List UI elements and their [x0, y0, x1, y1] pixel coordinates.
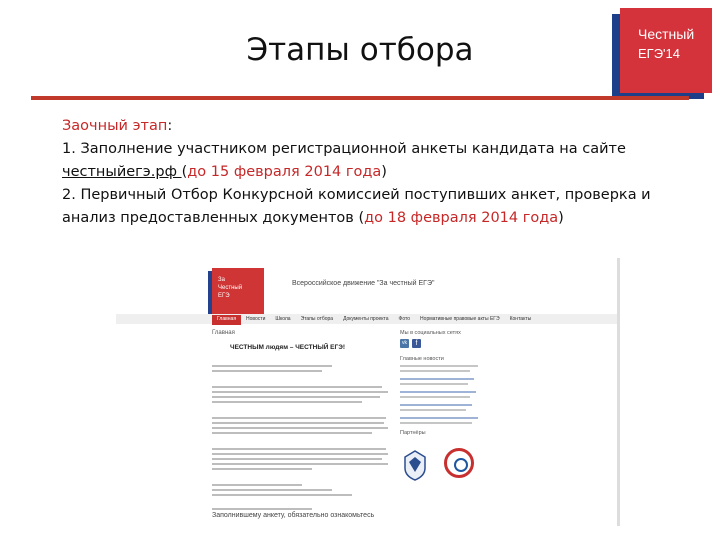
site-main-column	[212, 330, 392, 513]
item1-text: 1. Заполнение участником регистрационной анкеты кандидата на сайте	[62, 141, 626, 157]
text-line	[212, 401, 362, 403]
text-line	[212, 422, 384, 424]
honest-ege-logo	[620, 8, 712, 93]
site-breadcrumb: Главная	[212, 330, 235, 336]
item2-deadline: до 18 февраля 2014 года	[364, 210, 559, 226]
text-line	[212, 417, 386, 419]
partner-orb-icon[interactable]	[444, 448, 474, 478]
rosobrnadzor-emblem-icon[interactable]	[400, 448, 430, 482]
news-line	[400, 396, 470, 398]
facebook-icon[interactable]: f	[412, 339, 421, 348]
text-line	[212, 508, 312, 510]
news-link-line[interactable]	[400, 378, 474, 380]
site-nav-item[interactable]: Школа	[275, 316, 291, 322]
text-line	[212, 463, 388, 465]
text-line	[212, 432, 372, 434]
text-line	[212, 370, 322, 372]
news-link-line[interactable]	[400, 391, 476, 393]
site-link[interactable]: честныйегэ.рф	[62, 164, 182, 180]
item1-paren-open: (	[181, 164, 188, 180]
site-logo	[212, 268, 264, 318]
site-header-text: Всероссийское движение "За честный ЕГЭ"	[292, 280, 435, 287]
site-nav-item[interactable]: Фото	[398, 316, 411, 322]
site-nav-item[interactable]: Контакты	[509, 316, 532, 322]
text-line	[212, 468, 312, 470]
news-link-line[interactable]	[400, 417, 478, 419]
slide-title: Этапы отбора	[246, 32, 474, 68]
site-logo-line: За	[218, 277, 225, 283]
site-sidebar	[400, 330, 484, 482]
site-nav-item[interactable]: Документы проекта	[343, 316, 389, 322]
partner-logos	[400, 448, 484, 482]
text-line	[212, 448, 386, 450]
text-line	[212, 386, 382, 388]
partners-title: Партнёры	[400, 430, 426, 436]
title-divider	[31, 96, 689, 100]
text-line	[212, 365, 332, 367]
site-banner-title: ЧЕСТНЫМ людям – ЧЕСТНЫЙ ЕГЭ!	[230, 344, 345, 351]
news-title: Главные новости	[400, 356, 444, 362]
site-logo-line: ЕГЭ	[218, 293, 230, 299]
screenshot-scrollbar[interactable]	[617, 258, 620, 526]
text-line	[212, 458, 382, 460]
text-line	[212, 453, 388, 455]
site-nav	[212, 315, 536, 325]
item1-deadline: до 15 февраля 2014 года	[187, 164, 382, 180]
news-line	[400, 365, 478, 367]
text-line	[212, 489, 332, 491]
news-line	[400, 383, 468, 385]
item1-paren-close: )	[381, 164, 387, 180]
stage-label: Заочный этап	[62, 118, 168, 134]
site-nav-item[interactable]: Нормативные правовые акты ЕГЭ	[420, 316, 500, 322]
site-bottom-text: Заполнившему анкету, обязательно ознакомьтесь	[212, 512, 375, 519]
stage-colon: :	[167, 118, 173, 134]
site-nav-item[interactable]: Новости	[246, 316, 266, 322]
site-logo-line: Честный	[218, 285, 243, 291]
stages-text	[62, 115, 702, 230]
text-line	[212, 484, 302, 486]
news-line	[400, 370, 470, 372]
vk-icon[interactable]: vk	[402, 340, 407, 346]
item2-text: 2. Первичный Отбор Конкурсной комиссией поступивших анкет, проверка и анализ предоставленных документов (	[62, 187, 651, 226]
logo-line-1: Честный	[638, 26, 695, 42]
social-icons	[400, 339, 484, 348]
text-line	[212, 427, 388, 429]
news-link-line[interactable]	[400, 404, 472, 406]
logo-line-2: ЕГЭ'14	[638, 46, 680, 61]
site-nav-item[interactable]: Этапы отбора	[300, 316, 334, 322]
text-line	[212, 396, 380, 398]
text-line	[212, 391, 388, 393]
website-screenshot	[116, 258, 620, 530]
text-line	[212, 494, 352, 496]
social-title: Мы в социальных сетях	[400, 330, 461, 336]
news-line	[400, 422, 472, 424]
news-line	[400, 409, 466, 411]
site-nav-item[interactable]: Главная	[212, 315, 241, 325]
item2-paren-close: )	[558, 210, 564, 226]
